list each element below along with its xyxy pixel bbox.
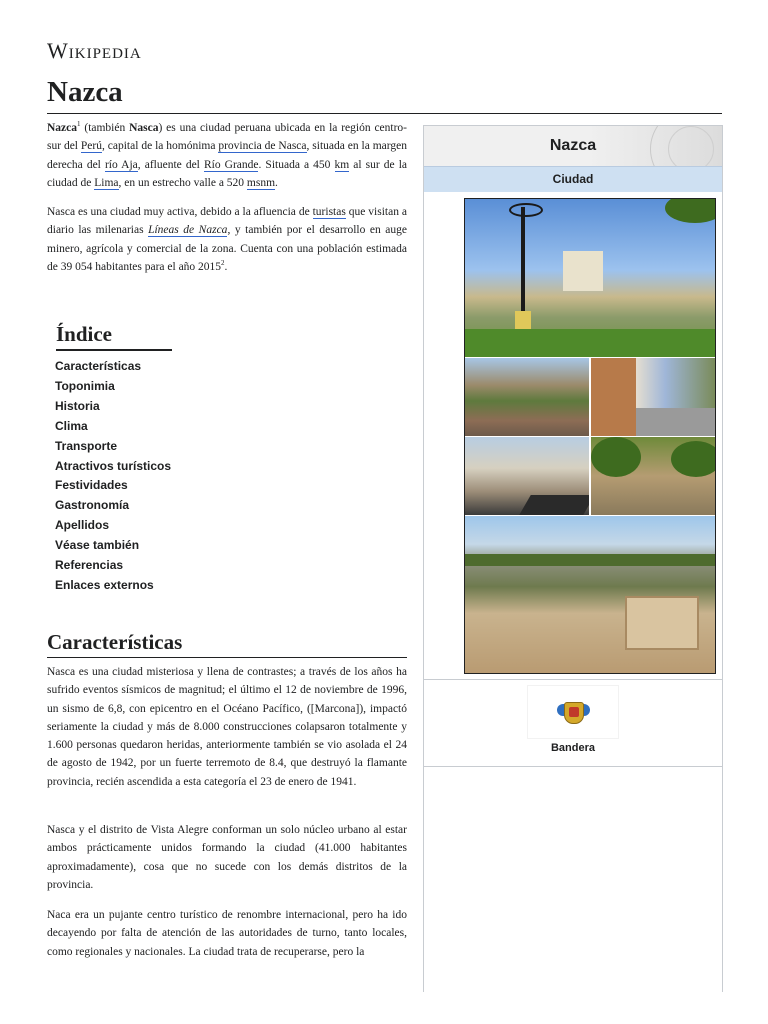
lead-paragraph-2 [47, 203, 407, 276]
wikipedia-logo[interactable]: Wikipedia [47, 38, 142, 63]
link-lima[interactable]: Lima [94, 176, 119, 189]
flag-row [424, 679, 722, 767]
infobox [423, 125, 723, 992]
link-lineas-nazca[interactable]: Líneas de Nazca [148, 224, 228, 237]
grass [465, 329, 715, 357]
text: . [224, 260, 228, 273]
green-valley [465, 554, 715, 566]
text: , situada en la margen derecha del [47, 140, 407, 171]
text: al sur de la ciudad de [47, 158, 407, 189]
title-divider [47, 113, 722, 114]
toc-item-historia[interactable]: Historia [55, 398, 100, 413]
building [591, 358, 636, 436]
text: , y también por el desarrollo en auge minero, agrícola y comercial de la zona. Cuenta con una población estimada de 39 054 habitantes para el año 2015 [47, 224, 407, 273]
toc-item-vease[interactable]: Véase también [55, 538, 140, 553]
text: . Situada a 450 [258, 158, 335, 171]
section-paragraph-2: Nasca y el distrito de Vista Alegre conforman un solo núcleo urbano al estar ambos prácticamente unidos formando la ciudad (41.000 habitantes aproximadamente), cosa que no sucede con los demás distritos de la provincia. [47, 824, 407, 891]
toc-item-clima[interactable]: Clima [55, 418, 88, 433]
adobe-ruin [625, 596, 699, 650]
text: ) es una ciudad peruana ubicada en la región centro-sur del [47, 122, 408, 153]
shield-center [569, 707, 579, 717]
photo-ruins[interactable] [465, 358, 589, 436]
section-paragraph-1: Nasca es una ciudad misteriosa y llena de contrastes; a través de los años ha sufrido eventos sísmicos de magnitud; el último el 12 de noviembre de 1996, un sismo de 6,8, con epicentro en el Océano Pacífico, ([Marcona]), impactó seriamente la ciudad y más de 8.000 construcciones colapsaron totalmente y 1.600 personas quedaron heridas, anteriormente también se vio asolada el 24 de agosto de 1942, por un fuerte terremoto de 8.4, que destruyó la flamante provincia, recién ascendida a esta categoría el 23 de enero de 1941. [47, 666, 407, 788]
link-rio-grande[interactable]: Río Grande [203, 158, 259, 171]
link-peru[interactable]: Perú [80, 140, 102, 153]
toc-title: Índice [56, 322, 172, 351]
text: que visitan a diario las milenarias [47, 206, 407, 237]
infobox-subtitle[interactable]: Ciudad [424, 166, 722, 192]
toc-item-referencias[interactable]: Referencias [55, 558, 124, 573]
road [636, 408, 715, 436]
infobox-title: Nazca [549, 137, 597, 154]
article-name: Nazca [47, 122, 78, 134]
compass-decoration-inner [668, 126, 714, 166]
link-provincia[interactable]: provincia de Nasca [218, 140, 307, 153]
photo-plaza[interactable] [465, 199, 715, 357]
table-of-contents [47, 322, 217, 596]
infobox-header [424, 126, 722, 166]
toc-item-festividades[interactable]: Festividades [55, 478, 128, 493]
link-km[interactable]: km [334, 158, 350, 171]
text: . [275, 176, 278, 189]
lead-paragraph-1 [47, 119, 407, 192]
photo-street[interactable] [591, 358, 715, 436]
text: (también [80, 122, 130, 134]
section-divider [47, 657, 407, 658]
photo-highway[interactable] [465, 437, 589, 515]
toc-item-caracteristicas[interactable]: Características [55, 359, 142, 373]
toc-item-atractivos[interactable]: Atractivos turísticos [55, 458, 172, 473]
flag-image[interactable] [528, 686, 618, 738]
reference-1[interactable]: 1 [77, 120, 81, 129]
highway-road [519, 495, 589, 515]
text: , capital de la homónima [102, 140, 219, 153]
tree [591, 437, 641, 477]
flag-caption: Bandera [550, 742, 596, 754]
page-title: Nazca [47, 76, 123, 108]
photo-collage[interactable] [464, 198, 716, 674]
toc-item-gastronomia[interactable]: Gastronomía [55, 498, 130, 513]
toc-item-enlaces[interactable]: Enlaces externos [55, 577, 154, 592]
lamp-head [509, 203, 543, 217]
text: Nasca es una ciudad muy activa, debido a la afluencia de [47, 206, 313, 218]
tree [665, 199, 715, 223]
tree [671, 441, 715, 477]
link-turistas[interactable]: turistas [312, 206, 346, 218]
toc-item-transporte[interactable]: Transporte [55, 438, 118, 453]
section-paragraph-3: Naca era un pujante centro turístico de renombre internacional, pero ha ido decayendo por falta de atención de las autoridades de turno, tanto locales, como regionales y nacionales. La ciudad trata de recuperarse, pero la [47, 909, 407, 958]
alt-name: Nasca [129, 122, 159, 134]
link-rio-aja[interactable]: río Aja [104, 158, 138, 171]
toc-item-apellidos[interactable]: Apellidos [55, 518, 110, 533]
photo-river[interactable] [591, 437, 715, 515]
toc-item-toponimia[interactable]: Toponimia [55, 378, 115, 393]
church [563, 251, 603, 291]
text: , afluente del [137, 158, 204, 171]
section-heading-caracteristicas: Características [47, 630, 183, 654]
link-msnm[interactable]: msnm [246, 176, 276, 189]
photo-panorama[interactable] [465, 516, 715, 673]
text: , en un estrecho valle a 520 [118, 176, 247, 189]
coat-of-arms-icon [564, 702, 584, 724]
reference-2[interactable]: 2 [221, 259, 225, 268]
